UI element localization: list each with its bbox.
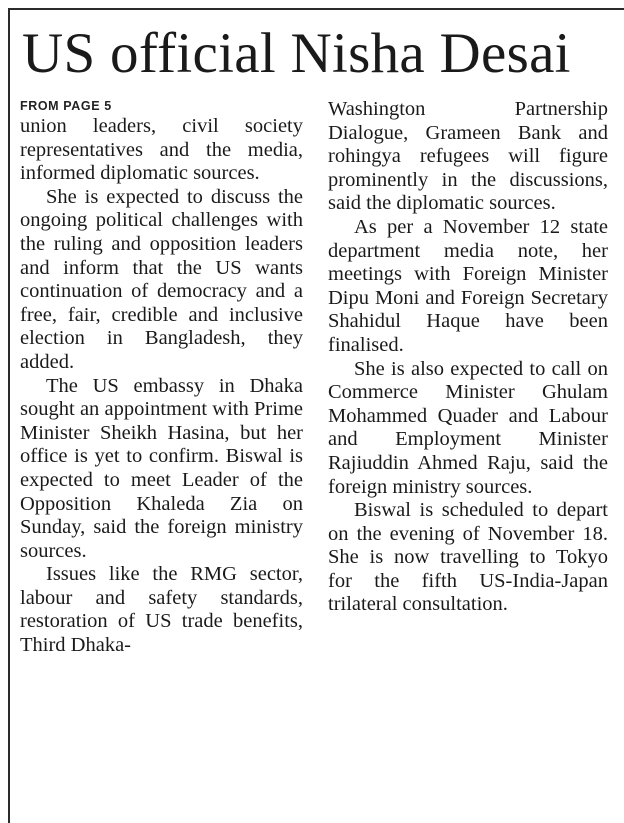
paragraph: Biswal is scheduled to depart on the evening of November 18. She is now travelling to Tokyo for the fifth US-India-Japan trilateral consultation. [328, 499, 608, 616]
top-border-rule [8, 8, 624, 10]
paragraph: Washington Partnership Dialogue, Grameen Bank and rohingya refugees will figure prominently in the discussions, said the diplomatic sources. [328, 98, 608, 215]
paragraph: She is also expected to call on Commerce Minister Ghulam Mohammed Quader and Labour and Employment Minister Rajiuddin Ahmed Raju, said the foreign ministry sources. [328, 357, 608, 498]
article-column-left [20, 98, 303, 658]
paragraph: union leaders, civil society representatives and the media, informed diplomatic sources. [20, 115, 303, 185]
headline: US official Nisha Desai [22, 22, 571, 85]
paragraph: Issues like the RMG sector, labour and safety standards, restoration of US trade benefits, Third Dhaka- [20, 563, 303, 657]
left-border-rule [8, 8, 10, 823]
paragraph: The US embassy in Dhaka sought an appointment with Prime Minister Sheikh Hasina, but her office is yet to confirm. Biswal is expected to meet Leader of the Opposition Khaleda Zia on Sunday, said the foreign ministry sources. [20, 374, 303, 562]
continuation-kicker: FROM PAGE 5 [20, 99, 112, 113]
paragraph: She is expected to discuss the ongoing political challenges with the ruling and opposition leaders and inform that the US wants continuation of democracy and a free, fair, credible and inclusive election in Bangladesh, they added. [20, 185, 303, 373]
article-column-right [328, 98, 608, 617]
paragraph: As per a November 12 state department media note, her meetings with Foreign Minister Dipu Moni and Foreign Secretary Shahidul Haque have been finalised. [328, 215, 608, 356]
